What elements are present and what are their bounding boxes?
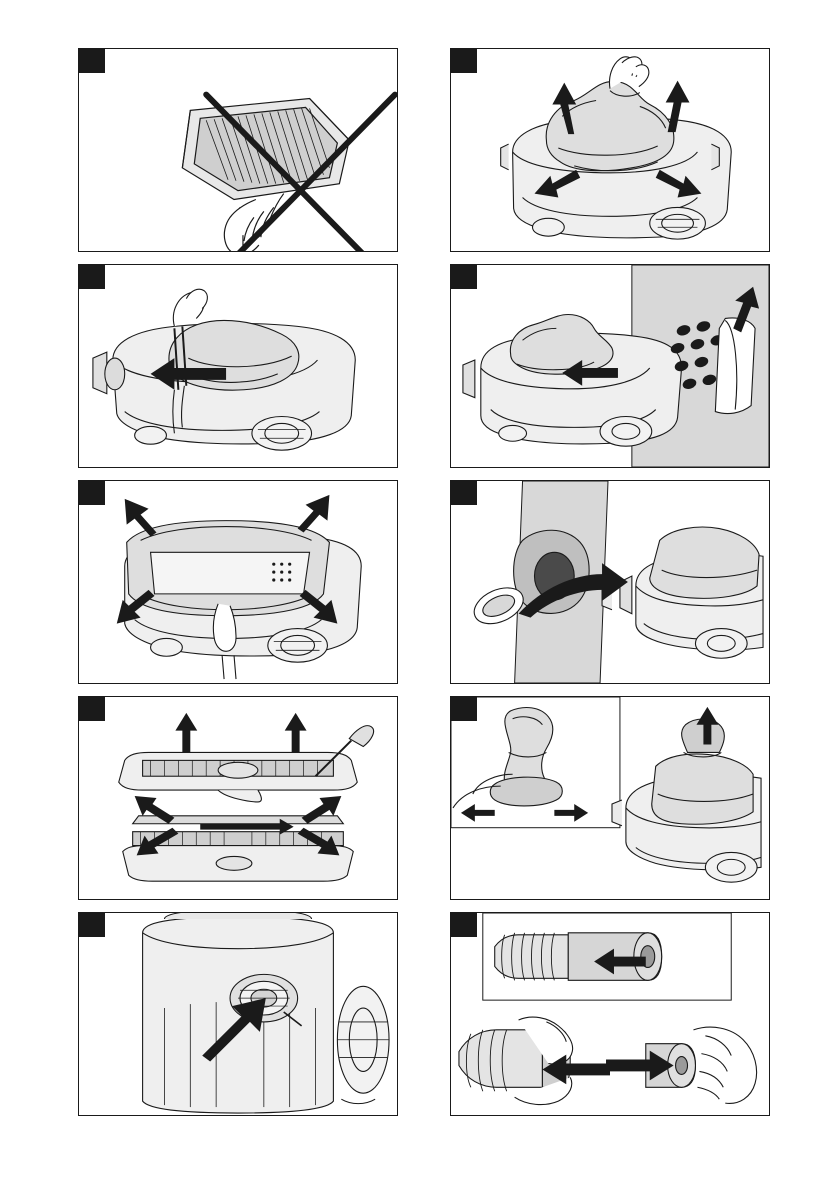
step-badge-1: [79, 49, 105, 73]
figure-panel-5: [78, 480, 398, 684]
step-badge-8: [451, 697, 477, 721]
step-badge-3: [79, 265, 105, 289]
step-badge-7: [79, 697, 105, 721]
figure-panel-1: [78, 48, 398, 252]
illustration-hose-adapter: [451, 913, 769, 1115]
figure-panel-3: [78, 264, 398, 468]
figure-panel-6: [450, 480, 770, 684]
figure-panel-9: [78, 912, 398, 1116]
illustration-close-bag-flap: [451, 265, 769, 467]
illustration-do-not-wash-filter: [79, 49, 397, 251]
step-badge-10: [451, 913, 477, 937]
step-badge-2: [451, 49, 477, 73]
illustration-insert-sealing-ring: [451, 481, 769, 683]
illustration-detach-bag-collar: [79, 265, 397, 467]
illustration-floor-nozzle-strips: [79, 697, 397, 899]
step-badge-6: [451, 481, 477, 505]
step-badge-5: [79, 481, 105, 505]
figure-panel-7: [78, 696, 398, 900]
figure-panel-4: [450, 264, 770, 468]
illustration-container-inlet: [79, 913, 397, 1115]
figure-panel-8: [450, 696, 770, 900]
illustration-remove-filter-bag: [451, 49, 769, 251]
illustration-remove-membrane-filter: [451, 697, 769, 899]
step-badge-4: [451, 265, 477, 289]
illustration-fit-new-bag: [79, 481, 397, 683]
figure-panel-10: [450, 912, 770, 1116]
figure-panel-2: [450, 48, 770, 252]
step-badge-9: [79, 913, 105, 937]
